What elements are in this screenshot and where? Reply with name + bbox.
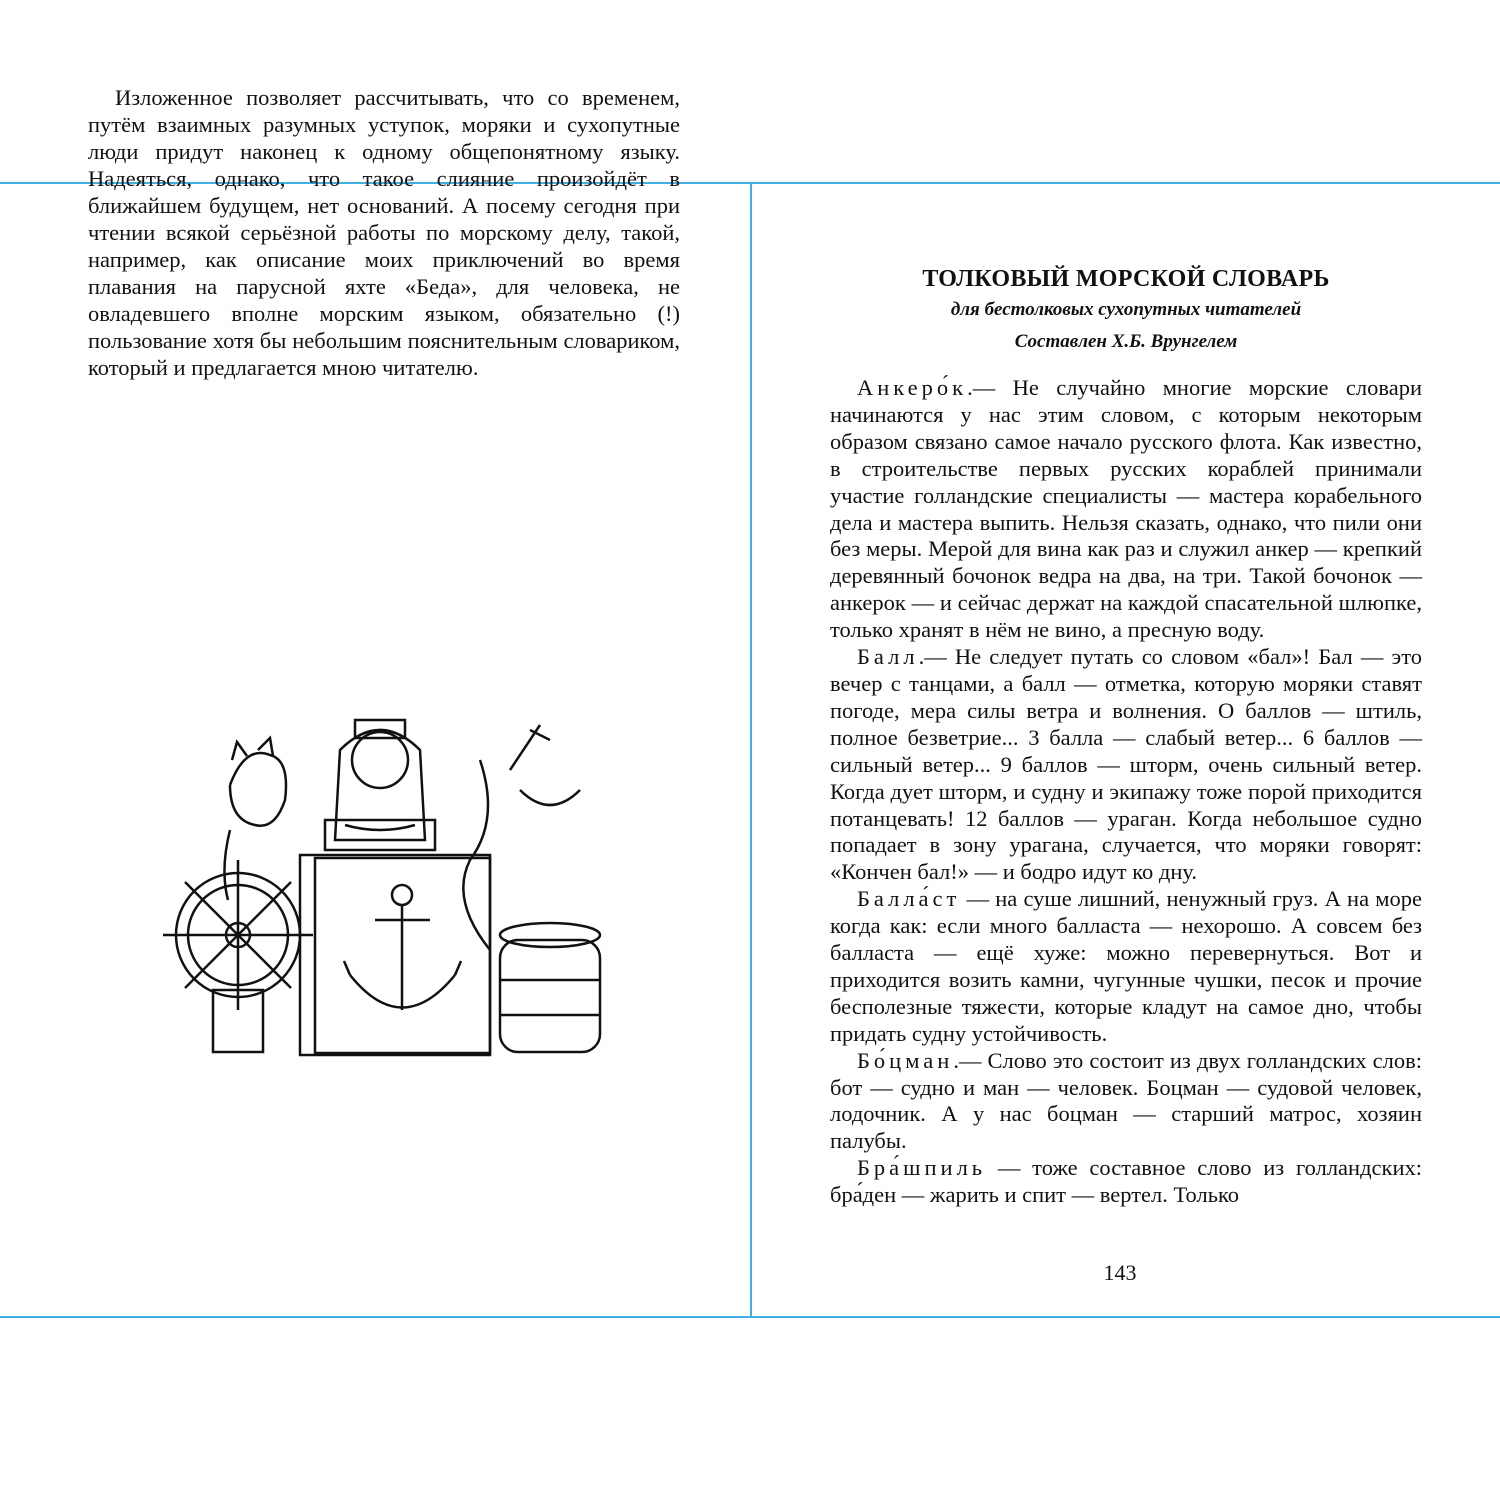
entry-ankerok: Анкеро́к.— Не случайно многие морские словари начинаются у нас этим словом, с которым некоторым образом связано самое начало русского флота. Как известно, в строительстве первых русских кораблей принимали участие голландские специалисты — мастера корабельного дела и мастера выпить. Нельзя сказать, однако, что пили они без меры. Мерой для вина как раз и служил анкер — крепкий деревянный бочонок ведра на два, на три. Такой бочонок — анкерок — и сейчас держат на каждой спасательной шлюпке, только хранят в нём не вино, а пресную воду.: [830, 375, 1422, 643]
entry-botsman: Бо́цман.— Слово это состоит из двух голландских слов: бот — судно и ман — человек. Боцман — судовой человек, лодочник. А у нас боцман — старший матрос, хозяин палубы.: [830, 1047, 1422, 1154]
captain-illustration: [150, 690, 610, 1060]
entry-ballast: Балла́ст — на суше лишний, ненужный груз. А на море когда как: если много балласта — нехорошо. А совсем без балласта — ещё хуже: можно перевернуться. Вот и приходится возить камни, чугунные чушки, песок и прочие бесполезные тяжести, которые кладут на самое дно, чтобы придать судну устойчивость.: [830, 886, 1422, 1046]
entry-brashpil: Бра́шпиль — тоже составное слово из голландских: бра́ден — жарить и спит — вертел. Только: [830, 1155, 1422, 1208]
dictionary-entries: [830, 375, 1422, 1209]
dictionary-compiler: Составлен Х.Б. Врунгелем: [1014, 331, 1238, 352]
intro-paragraph: Изложенное позволяет рассчитывать, что со временем, путём взаимных разумных уступок, моряки и сухопутные люди придут наконец к одному общепонятному языку. Надеяться, однако, что такое слияние произойдёт в ближайшем будущем, нет оснований. А посему сегодня при чтении всякой серьёзной работы по морскому делу, такой, например, как описание моих приключений во время плавания на парусной яхте «Беда», для человека, не овладевшего вполне морским языком, обязательно (!) пользование хотя бы небольшим пояснительным словариком, который и предлагается мною читателю.: [88, 85, 680, 380]
entry-ball: Балл.— Не следует путать со словом «бал»! Бал — это вечер с танцами, а балл — отметка, которую моряки ставят погоде, мера силы ветра и волнения. О баллов — штиль, полное безветрие... 3 балла — слабый ветер... 6 баллов — сильный ветер... 9 баллов — шторм, очень сильный ветер. Когда дует шторм, и судну и экипажу тоже порой приходится потанцевать! 12 баллов — ураган. Когда небольшое судно попадает в зону урагана, случается, что моряки говорят: «Кончен бал!» — и бодро идут ко дну.: [830, 644, 1422, 885]
page-number: 143: [1103, 1260, 1137, 1285]
dictionary-subtitle: для бестолковых сухопутных читателей: [950, 299, 1302, 320]
dictionary-title: ТОЛКОВЫЙ МОРСКОЙ СЛОВАРЬ: [922, 266, 1330, 292]
